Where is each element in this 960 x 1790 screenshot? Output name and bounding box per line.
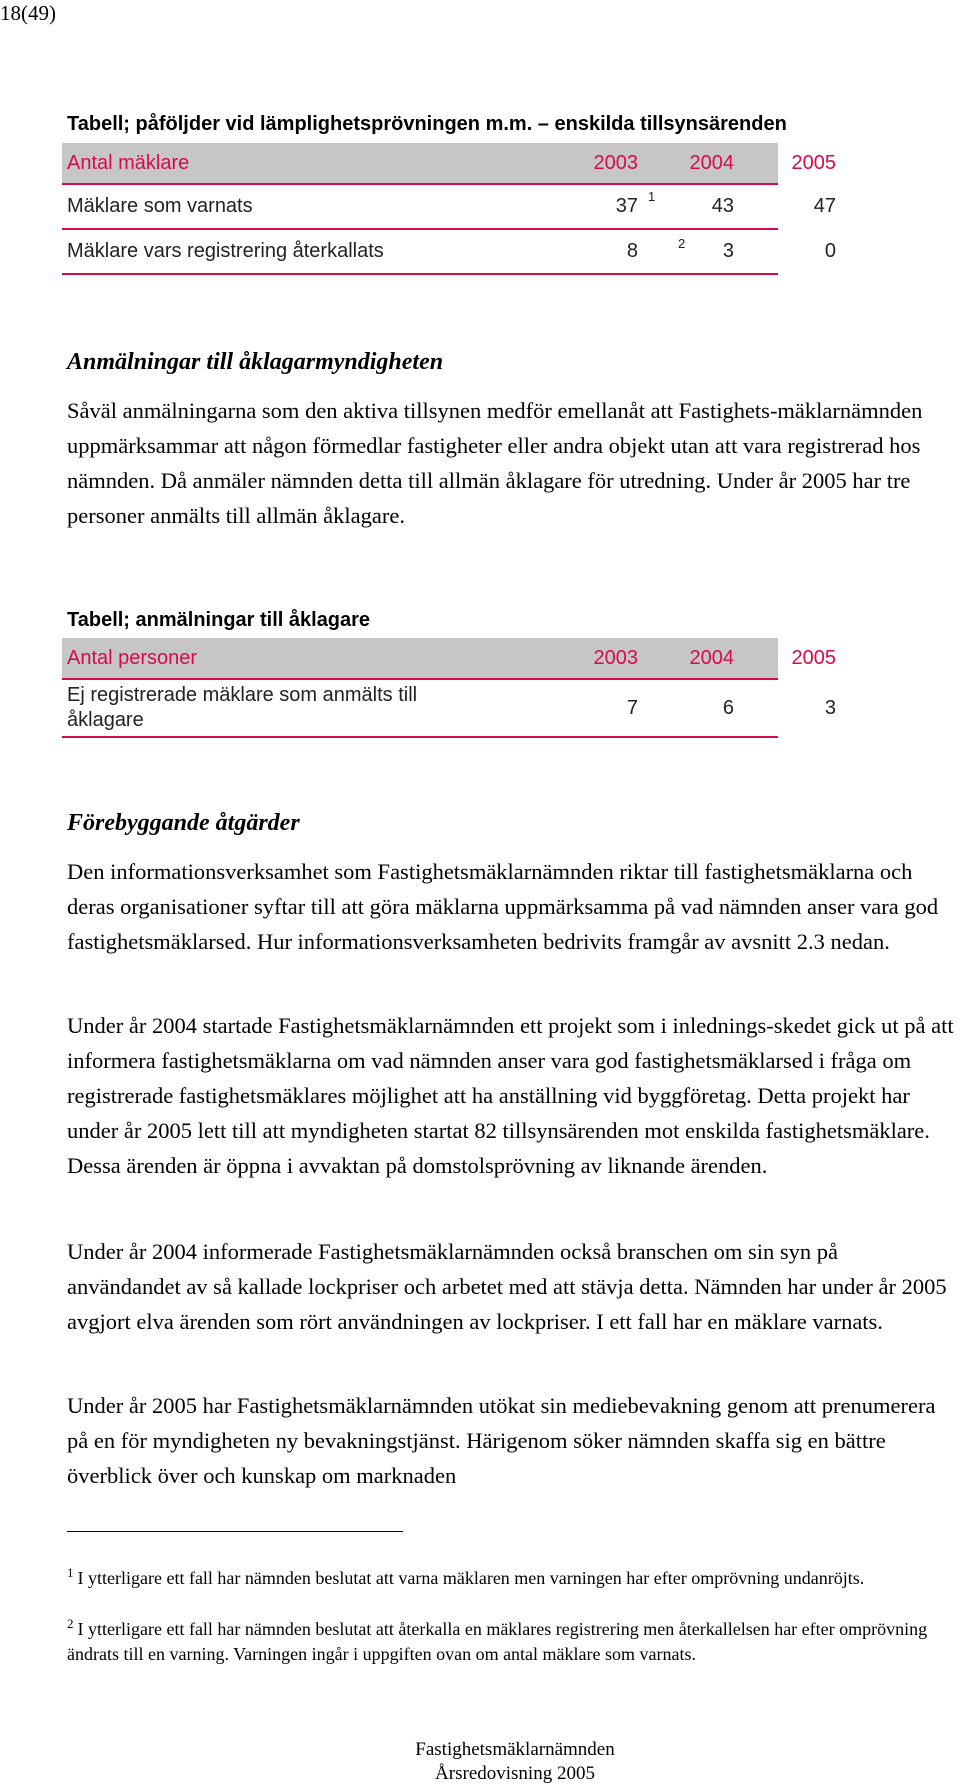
footnote-mark: 1 xyxy=(67,1565,74,1580)
row-value-2004: 6 xyxy=(722,697,734,719)
footnote-text: I ytterligare ett fall har nämnden beslutat att varna mäklaren men varningen har efter omprövning undanröjts. xyxy=(77,1568,865,1588)
footnote-ref: 2 xyxy=(678,236,686,251)
table-row xyxy=(62,680,836,736)
table1 xyxy=(62,143,836,273)
section-heading-forebyggande: Förebyggande åtgärder xyxy=(67,810,300,836)
section1-paragraph: Såväl anmälningarna som den aktiva tillsynen medför emellanåt att Fastighets-mäklarnämnden uppmärksammar att någon förmedlar fastigheter eller andra objekt utan att vara registrerad hos nämnden. Då anmäler nämnden detta till allmän åklagare för utredning. Under år 2005 har tre personer anmälts till allmän åklagare. xyxy=(67,398,923,528)
row-label-line: åklagare xyxy=(67,709,144,731)
row-value-2003: 37 xyxy=(615,195,638,217)
section2-paragraph: Under år 2005 har Fastighetsmäklarnämnden utökat sin mediebevakning genom att prenumerera på en för myndigheten ny bevakningstjänst. Härigenom söker nämnden skaffa sig en bättre överblick över och kunskap om marknaden xyxy=(67,1393,936,1488)
row-value-2003: 7 xyxy=(626,697,638,719)
row-value-2003: 8 xyxy=(626,240,638,262)
table2-header-label: Antal personer xyxy=(67,647,198,669)
footnote-mark: 2 xyxy=(67,1616,74,1631)
row-value-2005: 47 xyxy=(813,195,836,217)
footnote xyxy=(67,1611,955,1667)
section-heading-anmalningar: Anmälningar till åklagarmyndigheten xyxy=(67,349,444,375)
section2-paragraph: Under år 2004 startade Fastighetsmäklarnämnden ett projekt som i inlednings-skedet gick ut på att informera fastighetsmäklarna om vad nämnden anser vara god fastighetsmäklarsed i fråga om registrerade fastighetsmäklares möjlighet att ha anställning vid byggföretag. Detta projekt har under år 2005 lett till att myndigheten startat 82 tillsynsärenden mot enskilda fastighetsmäklare. Dessa ärenden är öppna i avvaktan på domstolsprövning av liknande ärenden. xyxy=(67,1013,954,1178)
table2-rule xyxy=(62,736,778,738)
section2-paragraph: Under år 2004 informerade Fastighetsmäklarnämnden också branschen om sin syn på användandet av så kallade lockpriser och arbetet med att stävja detta. Nämnden har under år 2005 avgjort elva ärenden som rört användningen av lockpriser. I ett fall har en mäklare varnats. xyxy=(67,1239,947,1334)
table-row xyxy=(62,231,836,271)
row-label: Mäklare som varnats xyxy=(67,195,253,217)
table1-title: Tabell; påföljder vid lämplighetsprövningen m.m. – enskilda tillsynsärenden xyxy=(67,113,787,135)
table-row xyxy=(62,186,836,226)
row-value-2005: 3 xyxy=(824,697,836,719)
section2-paragraph: Den informationsverksamhet som Fastighetsmäklarnämnden riktar till fastighetsmäklarna och deras organisationer syftar till att göra mäklarna uppmärksamma på vad nämnden anser vara god fastighetsmäklarsed. Hur informationsverksamheten bedrivits framgår av avsnitt 2.3 nedan. xyxy=(67,859,939,954)
table1-header xyxy=(62,143,836,183)
footnote-divider xyxy=(67,1531,403,1532)
table1-rule xyxy=(62,273,778,275)
table2-header-2005: 2005 xyxy=(791,647,836,669)
table2-header-2003: 2003 xyxy=(593,647,638,669)
row-value-2005: 0 xyxy=(824,240,836,262)
table1-header-2003: 2003 xyxy=(593,152,638,174)
footer-report-title: Årsredovisning 2005 xyxy=(435,1763,595,1784)
table1-header-2004: 2004 xyxy=(689,152,734,174)
row-label xyxy=(67,683,417,733)
table2-header-2004: 2004 xyxy=(689,647,734,669)
table1-header-label: Antal mäklare xyxy=(67,152,190,174)
row-value-2004: 3 xyxy=(722,240,734,262)
row-label-line: Ej registrerade mäklare som anmälts till xyxy=(67,684,418,706)
table2-title: Tabell; anmälningar till åklagare xyxy=(67,609,371,631)
row-label: Mäklare vars registrering återkallats xyxy=(67,240,384,262)
table2 xyxy=(62,638,836,738)
table1-rule xyxy=(62,183,778,185)
footnote-text: I ytterligare ett fall har nämnden beslutat att återkalla en mäklares registrering men återkallelsen har efter omprövning ändrats till en varning. Varningen ingår i uppgiften ovan om antal mäklare som varnats. xyxy=(67,1619,928,1664)
row-value-2004: 43 xyxy=(711,195,734,217)
table1-header-2005: 2005 xyxy=(791,152,836,174)
page-number: 18(49) xyxy=(0,1,56,25)
footnote xyxy=(67,1560,955,1591)
table1-rule xyxy=(62,228,778,230)
table2-header xyxy=(62,638,836,678)
footnote-ref: 1 xyxy=(648,189,656,204)
footer-org-name: Fastighetsmäklarnämnden xyxy=(415,1739,615,1760)
